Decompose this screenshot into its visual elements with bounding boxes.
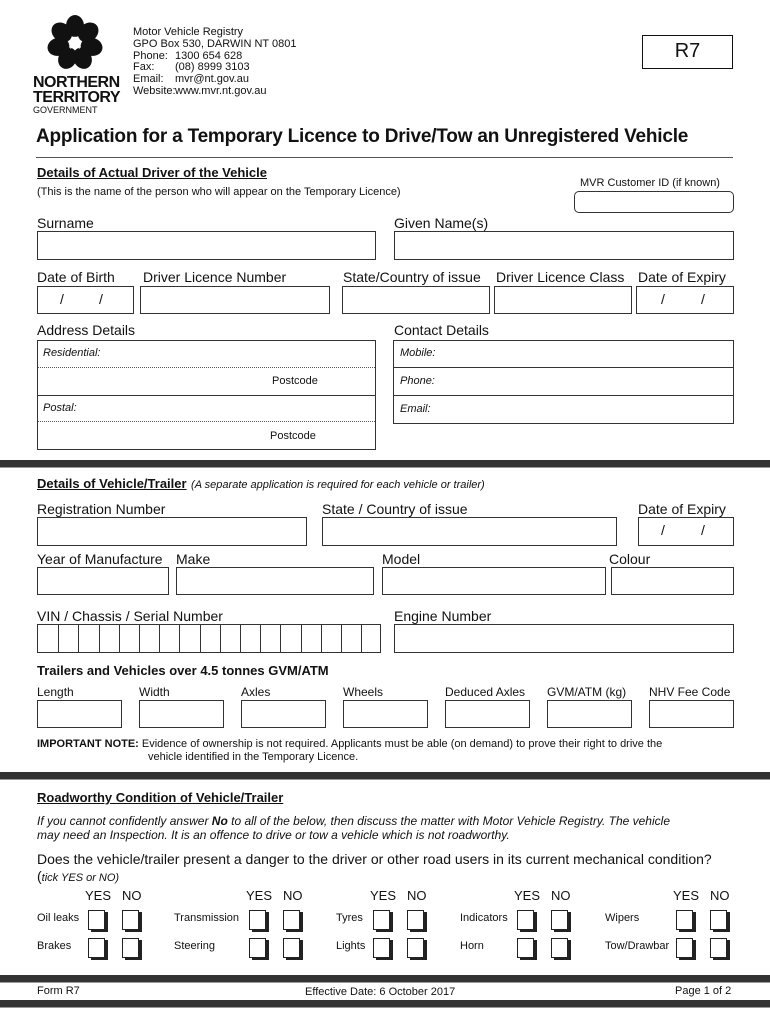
email-value: mvr@nt.gov.au: [175, 73, 249, 86]
model-input[interactable]: [382, 567, 606, 595]
oil-leaks-label: Oil leaks: [37, 912, 80, 924]
address-box: [37, 340, 376, 450]
nhv-fee-code-label: NHV Fee Code: [649, 685, 731, 699]
indicators-yes-checkbox[interactable]: [517, 910, 534, 930]
address-details-label: Address Details: [37, 322, 136, 338]
contact-key: Website:: [133, 84, 176, 97]
indicators-label: Indicators: [460, 912, 508, 924]
engine-number-input[interactable]: [394, 624, 734, 653]
registration-number-input[interactable]: [37, 517, 307, 546]
brakes-yes-checkbox[interactable]: [88, 938, 105, 958]
contact-key: Fax:: [133, 61, 155, 74]
email-label[interactable]: Email:: [400, 403, 431, 415]
length-input[interactable]: [37, 700, 122, 728]
residential-label: Residential:: [43, 347, 101, 359]
vin-character-cell[interactable]: [159, 625, 160, 652]
tick-text: tick YES or NO): [41, 872, 120, 884]
intro-text: to all of the below, then discuss the matter with Motor Vehicle Registry. The vehicle: [227, 814, 670, 828]
vin-character-cell[interactable]: [260, 625, 261, 652]
date-separator: /: [99, 291, 103, 307]
no-header: NO: [122, 888, 142, 903]
yes-header: YES: [370, 888, 397, 903]
wipers-yes-checkbox[interactable]: [676, 910, 693, 930]
date-separator: /: [661, 291, 665, 307]
vin-input[interactable]: [37, 624, 381, 653]
logo-text: NORTHERN: [33, 74, 120, 91]
section-heading-driver: Details of Actual Driver of the Vehicle: [37, 165, 267, 180]
vin-character-cell[interactable]: [361, 625, 362, 652]
dob-input[interactable]: [37, 286, 134, 314]
wipers-label: Wipers: [605, 912, 640, 924]
vin-character-cell[interactable]: [99, 625, 100, 652]
vehicle-expiry-label: Date of Expiry: [638, 501, 726, 517]
important-note-text: vehicle identified in the Temporary Licence.: [148, 751, 359, 763]
transmission-yes-checkbox[interactable]: [249, 910, 266, 930]
footer-form: Form R7: [37, 985, 80, 997]
footer-divider: [0, 1000, 770, 1008]
given-names-label: Given Name(s): [394, 215, 489, 231]
lights-label: Lights: [336, 940, 366, 952]
vin-character-cell[interactable]: [321, 625, 322, 652]
section-heading-vehicle: [37, 475, 485, 493]
postal-postcode-label: Postcode: [270, 430, 316, 442]
roadworthy-question: Does the vehicle/trailer present a danger to the driver or other road users in its current mechanical condition?: [37, 851, 712, 867]
section-divider: [0, 772, 770, 780]
divider: [36, 157, 733, 158]
width-input[interactable]: [139, 700, 224, 728]
indicators-no-checkbox[interactable]: [551, 910, 568, 930]
vehicle-heading-note: (A separate application is required for each vehicle or trailer): [191, 479, 485, 491]
licence-expiry-input[interactable]: [636, 286, 734, 314]
intro-text: may need an Inspection. It is an offence to drive or tow a vehicle which is not roadworthy.: [37, 828, 510, 842]
tow-drawbar-yes-checkbox[interactable]: [676, 938, 693, 958]
footer-divider: [0, 975, 770, 983]
contact-box: [393, 340, 734, 424]
vehicle-expiry-input[interactable]: [638, 517, 734, 546]
width-label: Width: [139, 685, 170, 699]
vin-character-cell[interactable]: [240, 625, 241, 652]
roadworthy-intro: [37, 814, 670, 842]
mobile-label[interactable]: Mobile:: [400, 347, 436, 359]
important-note-label: IMPORTANT NOTE:: [37, 738, 139, 750]
year-input[interactable]: [37, 567, 169, 595]
no-header: NO: [551, 888, 571, 903]
important-note-text: Evidence of ownership is not required. Applicants must be able (on demand) to prove their right to drive the: [141, 738, 663, 750]
transmission-no-checkbox[interactable]: [283, 910, 300, 930]
yes-header: YES: [85, 888, 112, 903]
tyres-label: Tyres: [336, 912, 363, 924]
mvr-customer-id-input[interactable]: [574, 191, 734, 213]
yes-header: YES: [673, 888, 700, 903]
licence-number-label: Driver Licence Number: [143, 269, 287, 285]
date-separator: /: [701, 522, 705, 538]
horn-label: Horn: [460, 940, 484, 952]
make-label: Make: [176, 551, 211, 567]
licence-state-label: State/Country of issue: [343, 269, 481, 285]
yes-header: YES: [246, 888, 273, 903]
vehicle-state-label: State / Country of issue: [322, 501, 468, 517]
licence-class-label: Driver Licence Class: [496, 269, 625, 285]
brakes-label: Brakes: [37, 940, 72, 952]
vin-character-cell[interactable]: [119, 625, 120, 652]
address-line: GPO Box 530, DARWIN NT 0801: [133, 37, 297, 50]
year-label: Year of Manufacture: [37, 551, 163, 567]
licence-expiry-label: Date of Expiry: [638, 269, 726, 285]
wheels-label: Wheels: [343, 685, 384, 699]
licence-number-input[interactable]: [140, 286, 330, 314]
steering-label: Steering: [174, 940, 215, 952]
footer-effective-date: Effective Date: 6 October 2017: [305, 986, 456, 998]
licence-class-input[interactable]: [494, 286, 632, 314]
colour-label: Colour: [609, 551, 651, 567]
colour-input[interactable]: [611, 567, 734, 595]
steering-no-checkbox[interactable]: [283, 938, 300, 958]
fax-value: (08) 8999 3103: [175, 61, 250, 74]
rego-label: Registration Number: [37, 501, 166, 517]
vin-label: VIN / Chassis / Serial Number: [37, 608, 223, 624]
nhv-fee-code-input[interactable]: [649, 700, 734, 728]
vin-character-cell[interactable]: [200, 625, 201, 652]
axles-label: Axles: [241, 685, 271, 699]
paren: (: [37, 868, 42, 884]
contact-details-label: Contact Details: [394, 322, 489, 338]
model-label: Model: [382, 551, 421, 567]
postal-label: Postal:: [43, 402, 77, 414]
section-heading-roadworthy: Roadworthy Condition of Vehicle/Trailer: [37, 790, 284, 805]
vehicle-heading: Details of Vehicle/Trailer: [37, 476, 187, 491]
no-header: NO: [710, 888, 730, 903]
given-names-input[interactable]: [394, 231, 734, 260]
contact-key: Email:: [133, 73, 164, 86]
vin-character-cell[interactable]: [341, 625, 342, 652]
important-note: [37, 738, 662, 764]
vin-character-cell[interactable]: [179, 625, 180, 652]
wheels-input[interactable]: [343, 700, 428, 728]
vin-character-cell[interactable]: [78, 625, 79, 652]
horn-no-checkbox[interactable]: [551, 938, 568, 958]
surname-label: Surname: [37, 215, 94, 231]
deduced-axles-input[interactable]: [445, 700, 530, 728]
vin-character-cell[interactable]: [280, 625, 281, 652]
form-code-box: R7: [642, 35, 733, 69]
surname-input[interactable]: [37, 231, 376, 260]
lights-yes-checkbox[interactable]: [373, 938, 390, 958]
transmission-label: Transmission: [174, 912, 239, 924]
intro-no: No: [211, 814, 228, 828]
address-line: Motor Vehicle Registry: [133, 26, 244, 38]
logo-text: GOVERNMENT: [33, 105, 98, 115]
make-input[interactable]: [176, 567, 374, 595]
lights-no-checkbox[interactable]: [407, 938, 424, 958]
vin-character-cell[interactable]: [220, 625, 221, 652]
deduced-axles-label: Deduced Axles: [445, 685, 526, 699]
phone-label[interactable]: Phone:: [400, 375, 435, 387]
wipers-no-checkbox[interactable]: [710, 910, 727, 930]
footer-page-number: Page 1 of 2: [675, 985, 732, 997]
vehicle-state-input[interactable]: [322, 517, 617, 546]
licence-state-input[interactable]: [342, 286, 490, 314]
engine-label: Engine Number: [394, 608, 492, 624]
no-header: NO: [407, 888, 427, 903]
dob-label: Date of Birth: [37, 269, 115, 285]
brakes-no-checkbox[interactable]: [122, 938, 139, 958]
mvr-address: [133, 27, 296, 98]
oil-leaks-no-checkbox[interactable]: [122, 910, 139, 930]
date-separator: /: [661, 522, 665, 538]
length-label: Length: [37, 685, 74, 699]
tyres-no-checkbox[interactable]: [407, 910, 424, 930]
mvr-id-label: MVR Customer ID (if known): [580, 177, 720, 189]
website-value: www.mvr.nt.gov.au: [175, 84, 267, 97]
axles-input[interactable]: [241, 700, 326, 728]
gvm-atm-label: GVM/ATM (kg): [547, 685, 627, 699]
vin-character-cell[interactable]: [301, 625, 302, 652]
trailers-heading: Trailers and Vehicles over 4.5 tonnes GVM/ATM: [37, 663, 329, 678]
vin-character-cell[interactable]: [139, 625, 140, 652]
intro-text: If you cannot confidently answer: [37, 814, 212, 828]
tow-drawbar-label: Tow/Drawbar: [605, 940, 670, 952]
gvm-atm-input[interactable]: [547, 700, 632, 728]
contact-key: Phone:: [133, 49, 168, 62]
tow-drawbar-no-checkbox[interactable]: [710, 938, 727, 958]
no-header: NO: [283, 888, 303, 903]
vin-character-cell[interactable]: [58, 625, 59, 652]
residential-postcode-label: Postcode: [272, 375, 318, 387]
horn-yes-checkbox[interactable]: [517, 938, 534, 958]
date-separator: /: [60, 291, 64, 307]
tick-instruction: [37, 868, 119, 884]
flower-emblem-icon: [33, 14, 117, 70]
nt-government-logo: [33, 14, 121, 115]
steering-yes-checkbox[interactable]: [249, 938, 266, 958]
date-separator: /: [701, 291, 705, 307]
oil-leaks-yes-checkbox[interactable]: [88, 910, 105, 930]
driver-note: (This is the name of the person who will appear on the Temporary Licence): [37, 186, 401, 198]
section-divider: [0, 460, 770, 468]
logo-text: TERRITORY: [33, 89, 121, 106]
tyres-yes-checkbox[interactable]: [373, 910, 390, 930]
phone-value: 1300 654 628: [175, 49, 243, 62]
yes-header: YES: [514, 888, 541, 903]
page-title: Application for a Temporary Licence to Drive/Tow an Unregistered Vehicle: [36, 126, 689, 147]
